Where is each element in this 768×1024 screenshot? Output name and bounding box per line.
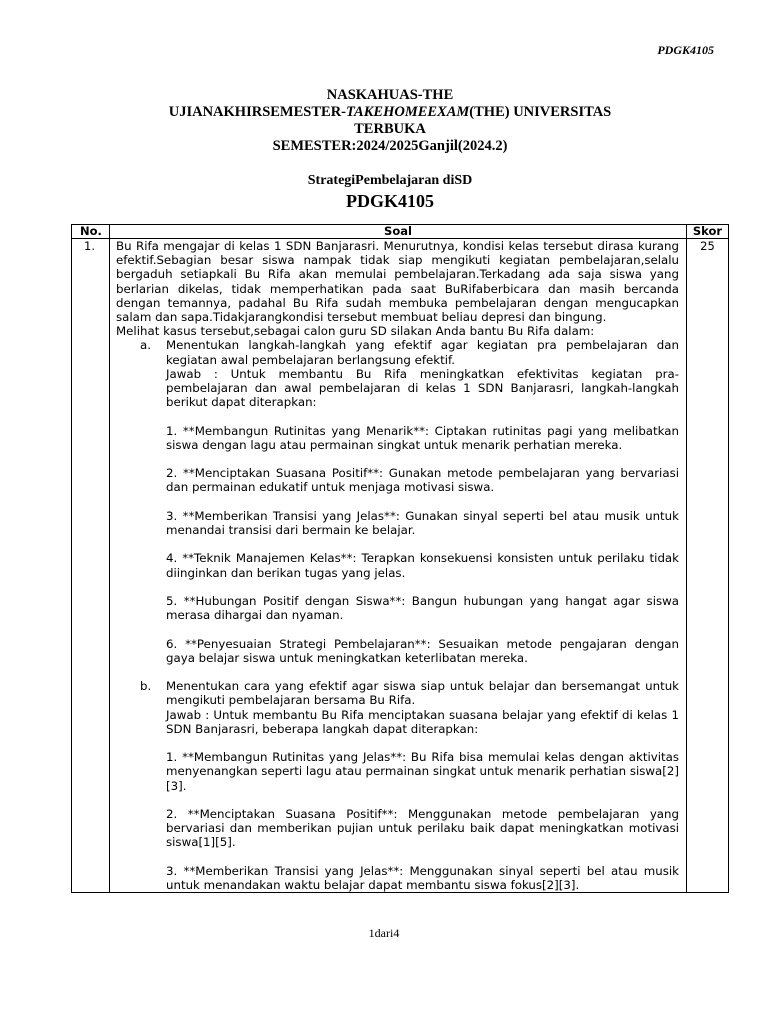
answer-a-point: 3. **Memberikan Transisi yang Jelas**: Gunakan sinyal seperti bel atau musik untuk menandai transisi dari bermain ke belajar. [166,508,679,538]
question-cell [110,239,687,893]
case-prompt: Melihat kasus tersebut,sebagai calon guru SD silakan Anda bantu Bu Rifa dalam: [116,324,595,339]
answer-a-point: 5. **Hubungan Positif dengan Siswa**: Bangun hubungan yang hangat agar siswa merasa dihargai dan nyaman. [166,594,679,623]
answer-a-intro: Jawab : Untuk membantu Bu Rifa meningkatkan efektivitas kegiatan pra-pembelajaran dan awal pembelajaran di kelas 1 SDN Banjarasri, langkah-langkah berikut dapat diterapkan: [166,366,679,410]
header-soal: Soal [110,225,687,239]
exam-title [72,87,708,155]
header-skor: Skor [687,225,729,239]
title-line-2-post: (THE) UNIVERSITAS [469,104,612,120]
answer-a-point: 6. **Penyesuaian Strategi Pembelajaran**: Sesuaikan metode pengajaran dengan gaya belajar siswa untuk meningkatkan keterlibatan mereka. [166,636,679,665]
title-line-3: TERBUKA [354,121,426,137]
sub-question-b [116,679,679,892]
course-heading [72,172,708,212]
sub-question-b-label: b. [140,679,152,694]
title-line-2-italic: TAKEHOMEEXAM [346,104,470,120]
title-line-1: NASKAHUAS-THE [326,87,454,103]
title-line-2-pre: UJIANAKHIRSEMESTER- [168,104,346,120]
row-number: 1. [72,239,110,893]
answer-a-point: 4. **Teknik Manajemen Kelas**: Terapkan konsekuensi konsisten untuk perilaku tidak diinginkan dan berikan tugas yang jelas. [166,551,679,580]
page-number: 1dari4 [368,926,400,940]
title-line-2 [72,104,708,121]
answer-a-point: 1. **Membangun Rutinitas yang Menarik**: Ciptakan rutinitas pagi yang melibatkan siswa dengan lagu atau permainan singkat untuk menarik perhatian mereka. [166,423,679,452]
answer-a-point: 2. **Menciptakan Suasana Positif**: Gunakan metode pembelajaran yang bervariasi dan permainan edukatif untuk menjaga motivasi siswa. [166,466,679,495]
title-semester: SEMESTER:2024/2025Ganjil(2024.2) [272,138,508,154]
table-header-row [72,225,729,239]
sub-question-a-text: Menentukan langkah-langkah yang efektif agar kegiatan pra pembelajaran dan kegiatan awal pembelajaran berlangsung efektif. [166,338,679,367]
case-intro: Bu Rifa mengajar di kelas 1 SDN Banjarasri. Menurutnya, kondisi kelas tersebut dirasa kurang efektif.Sebagian besar siswa nampak tidak siap mengikuti kegiatan pembelajaran,selalu bergaduh setiapkali Bu Rifa akan memulai pembelajaran.Terkadang ada saja siswa yang berlarian dikelas, tidak memperhatikan pada saat BuRifaberbicara dan masih bercanda dengan temannya, padahal Bu Rifa sudah membuka pembelajaran dengan mengucapkan salam dan sapa.Tidakjarangkondisi tersebut membuat beliau depresi dan bingung. [116,239,679,325]
course-name: StrategiPembelajaran diSD [307,173,473,188]
answer-b-point: 3. **Memberikan Transisi yang Jelas**: Menggunakan sinyal seperti bel atau musik untuk menandakan waktu belajar dapat membantu siswa fokus[2][3]. [166,863,679,892]
score-cell: 25 [687,239,729,893]
answer-b-point: 2. **Menciptakan Suasana Positif**: Menggunakan metode pembelajaran yang bervariasi dan memberikan pujian untuk perilaku baik dapat meningkatkan motivasi siswa[1][5]. [166,806,679,850]
course-code: PDGK4105 [346,191,434,211]
sub-question-a [116,338,679,679]
sub-question-a-label: a. [140,338,151,353]
header-course-code: PDGK4105 [657,43,714,57]
answer-b-intro: Jawab : Untuk membantu Bu Rifa menciptakan suasana belajar yang efektif di kelas 1 SDN Banjarasri, beberapa langkah dapat diterapkan: [166,707,679,736]
answer-b-point: 1. **Membangun Rutinitas yang Jelas**: Bu Rifa bisa memulai kelas dengan aktivitas menyenangkan seperti lagu atau permainan singkat untuk menarik perhatian siswa[2][3]. [166,750,679,793]
table-row [72,239,729,893]
header-no: No. [72,225,110,239]
exam-table [71,224,729,893]
sub-question-b-text: Menentukan cara yang efektif agar siswa siap untuk belajar dan bersemangat untuk mengikuti pembelajaran bersama Bu Rifa. [166,679,679,708]
